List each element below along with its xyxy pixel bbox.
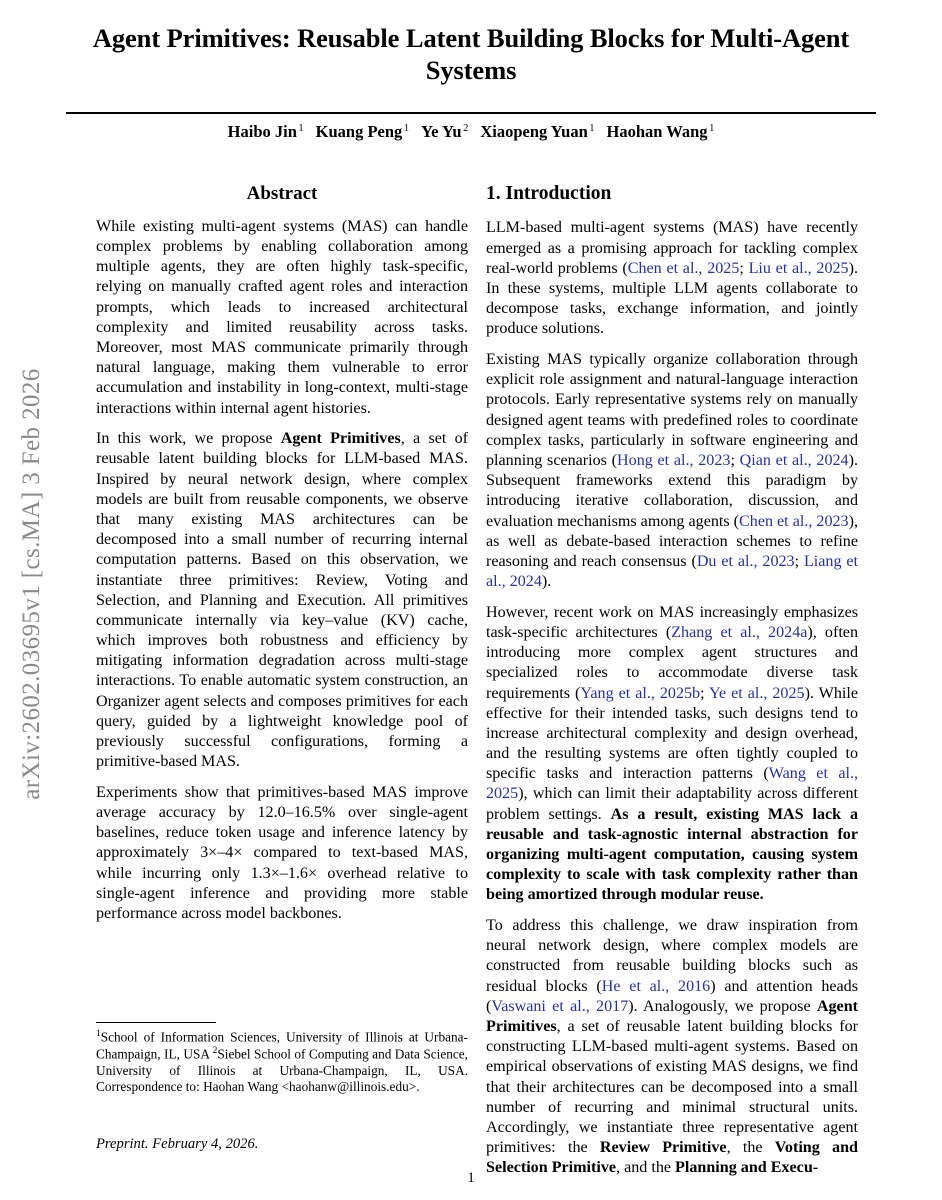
preprint-note: Preprint. February 4, 2026. xyxy=(96,1136,259,1152)
text-run: , a set of reusable latent building blocks for LLM-based MAS. Inspired by neural network design, where complex models are built from reusable components, we observe that many existing MAS architectures can be decomposed into a small number of recurring internal computation patterns. Based on this observation, we instantiate three primitives: Review, Voting and Selection, and Planning and Execution. All primitives communicate internally via key–value (KV) cache, which improves both robustness and efficiency by mitigating information degradation across multi-stage interactions. To enable automatic system construction, an Organizer agent selects and composes primitives for each query, guided by a lightweight knowledge pool of previously successful configurations, forming a primitive-based MAS. xyxy=(96,430,468,771)
author-affiliation-marker: 1 xyxy=(589,122,595,134)
author-affiliation-marker: 1 xyxy=(298,122,304,134)
paragraph xyxy=(486,218,858,339)
text-run: ; xyxy=(730,451,740,469)
footnote-affiliation-2: Siebel School of Computing and Data Science, University of Illinois at Urbana-Champaign, IL, USA. Correspondence to: Haohan Wang <haohanw@illinois.edu>. xyxy=(96,1046,468,1095)
footnote-marker-2: 2 xyxy=(212,1045,218,1056)
emphasis-text: As a result, existing MAS lack a reusable and task-agnostic internal abstraction for organizing multi-agent computation, causing system complexity to scale with task complexity rather than being amortized through modular reuse. xyxy=(486,805,859,904)
citation-link[interactable]: Ye et al., 2025 xyxy=(708,684,805,702)
author-name: Haibo Jin $^1$ xyxy=(227,122,304,141)
citation-link[interactable]: Vaswani et al., 2017 xyxy=(491,997,629,1015)
text-run: ), often introducing more complex agent structures and specialized roles to accommodate diverse task requirements ( xyxy=(486,623,858,702)
emphasis-text: Planning and Execu- xyxy=(675,1159,819,1177)
author-name: Ye Yu $^2$ xyxy=(421,122,469,141)
text-run: ). Analogously, we propose xyxy=(628,997,817,1015)
author-name: Haohan Wang $^1$ xyxy=(606,122,715,141)
text-run: LLM-based multi-agent systems (MAS) have recently emerged as a promising approach for tackling complex real-world problems ( xyxy=(486,219,858,277)
text-run: , a set of reusable latent building blocks for constructing LLM-based multi-agent systems. Based on empirical observations of existing MAS designs, we find that their architectures can be decomposed into a small number of recurring and minimal structural units. Accordingly, we instantiate three representative agent primitives: the xyxy=(486,1018,858,1157)
paragraph xyxy=(96,429,468,772)
left-column xyxy=(96,182,468,924)
abstract-body xyxy=(96,217,468,924)
emphasis-text: Agent Primitives xyxy=(486,997,859,1036)
citation-link[interactable]: Yang et al., 2025b xyxy=(580,684,701,702)
author-name: Xiaopeng Yuan $^1$ xyxy=(480,122,595,141)
citation-link[interactable]: Zhang et al., 2024a xyxy=(671,623,808,641)
citation-link[interactable]: Liang et al., 2024 xyxy=(486,552,859,591)
text-run: ), as well as debate-based interaction schemes to refine reasoning and reach consensus ( xyxy=(486,512,858,570)
text-run: ; xyxy=(739,259,749,277)
footnote-text xyxy=(96,1029,468,1095)
arxiv-identifier-stamp: arXiv:2602.03695v1 [cs.MA] 3 Feb 2026 xyxy=(18,368,45,800)
emphasis-text: Agent Primitives xyxy=(280,430,401,448)
citation-link[interactable]: Chen et al., 2025 xyxy=(627,259,740,277)
title-divider xyxy=(66,112,876,114)
author-affiliation-marker: 2 xyxy=(463,122,469,134)
affiliation-footnote xyxy=(96,1022,468,1095)
paragraph xyxy=(486,350,858,592)
page-title: Agent Primitives: Reusable Latent Building Blocks for Multi-Agent Systems xyxy=(92,23,850,86)
citation-link[interactable]: He et al., 2016 xyxy=(601,977,711,995)
right-column xyxy=(486,182,858,1179)
citation-link[interactable]: Du et al., 2023 xyxy=(696,552,795,570)
page-number: 1 xyxy=(467,1170,475,1186)
author-affiliation-marker: 1 xyxy=(709,122,715,134)
citation-link[interactable]: Hong et al., 2023 xyxy=(617,451,731,469)
abstract-heading: Abstract xyxy=(246,183,318,204)
citation-link[interactable]: Liu et al., 2025 xyxy=(748,259,849,277)
paragraph xyxy=(96,783,468,924)
section-heading-introduction: 1. Introduction xyxy=(486,183,612,204)
citation-link[interactable]: Chen et al., 2023 xyxy=(739,512,849,530)
emphasis-text: Voting and Selection Primitive xyxy=(486,1139,858,1177)
footnote-divider xyxy=(96,1022,216,1023)
text-run: Existing MAS typically organize collaboration through explicit role assignment and natural-language interaction protocols. Early representative systems rely on manually designed agent teams with predefined roles to coordinate complex tasks, particularly in software engineering and planning scenarios ( xyxy=(486,351,858,469)
footnote-marker-1: 1 xyxy=(96,1029,101,1039)
text-run: ). In these systems, multiple LLM agents collaborate to decompose tasks, exchange information, and jointly produce solutions. xyxy=(486,259,858,338)
author-name: Kuang Peng $^1$ xyxy=(315,122,410,141)
text-run: To address this challenge, we draw inspiration from neural network design, where complex models are constructed from reusable building blocks such as residual blocks ( xyxy=(486,917,858,995)
text-run: ; xyxy=(794,552,804,570)
citation-link[interactable]: Qian et al., 2024 xyxy=(739,451,849,469)
text-run: While existing multi-agent systems (MAS) can handle complex problems by enabling collaboration among multiple agents, they are often highly task-specific, relying on manually crafted agent roles and interaction prompts, which leads to increased architectural complexity and limited reusability across tasks. Moreover, most MAS communicate primarily through natural language, making them vulnerable to error accumulation and instability in long-context, multi-stage interactions within internal agent histories. xyxy=(96,217,468,417)
text-run: ), which can limit their adaptability across different problem settings. xyxy=(486,785,858,823)
text-run: ). Subsequent frameworks extend this paradigm by introducing iterative collaboration, discussion, and evaluation mechanisms among agents ( xyxy=(486,451,858,530)
emphasis-text: Review Primitive xyxy=(599,1139,727,1157)
title-block xyxy=(66,22,876,114)
text-run: However, recent work on MAS increasingly emphasizes task-specific architectures ( xyxy=(486,603,858,641)
text-run: ). xyxy=(541,573,552,591)
introduction-body xyxy=(486,218,858,1178)
text-run: In this work, we propose xyxy=(96,430,281,448)
text-run: , and the xyxy=(616,1159,676,1177)
text-run: ). While effective for their intended tasks, such designs tend to increase architectural complexity and design overhead, and the resulting systems are often tightly coupled to specific tasks and interaction patterns ( xyxy=(486,684,858,783)
citation-link[interactable]: Wang et al., 2025 xyxy=(486,765,859,803)
footnote-affiliation-1: School of Information Sciences, University of Illinois at Urbana-Champaign, IL, USA xyxy=(96,1029,468,1062)
text-run: Experiments show that primitives-based MAS improve average accuracy by 12.0–16.5% over single-agent baselines, reduce token usage and inference latency by approximately 3×–4× compared to text-based MAS, while incurring only 1.3×–1.6× overhead relative to single-agent inference and providing more stable performance across model backbones. xyxy=(96,783,468,923)
text-run: , the xyxy=(726,1139,775,1157)
paragraph xyxy=(96,217,468,419)
text-run: ) and attention heads ( xyxy=(486,977,858,1015)
author-list xyxy=(66,122,876,142)
paragraph xyxy=(486,603,858,906)
text-run: ; xyxy=(700,684,709,702)
paragraph xyxy=(486,916,858,1178)
author-affiliation-marker: 1 xyxy=(403,122,410,134)
